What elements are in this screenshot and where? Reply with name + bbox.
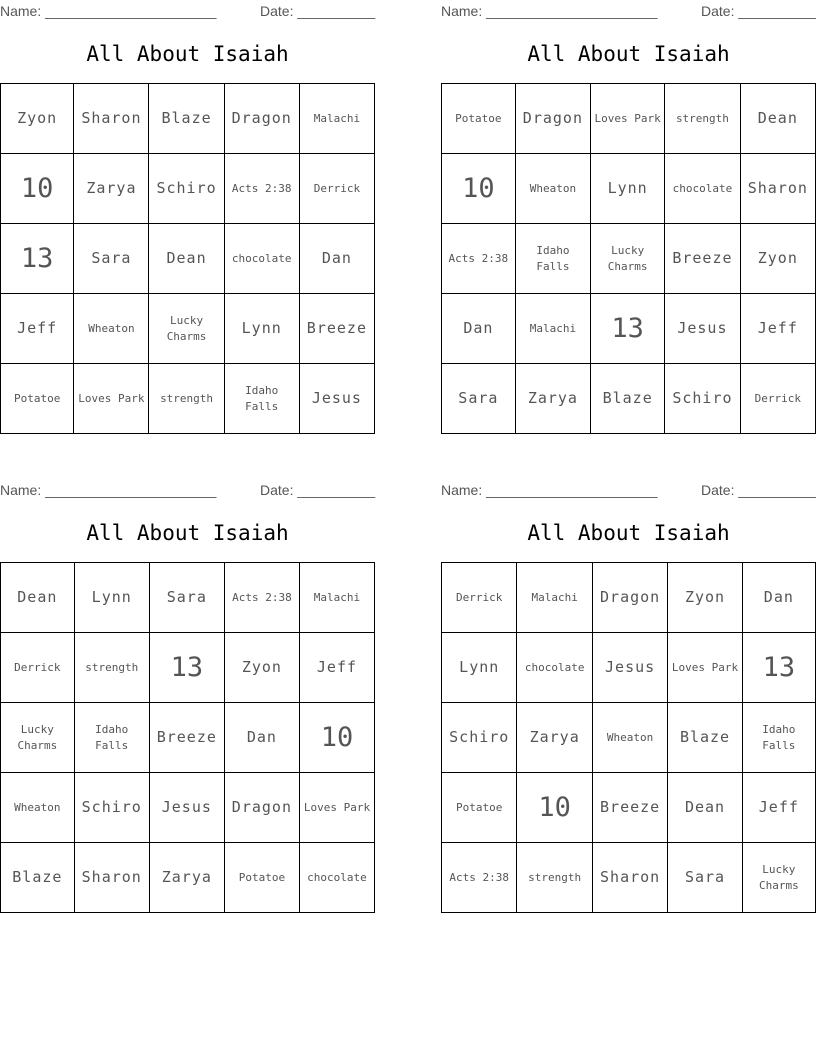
bingo-cell: Sharon (74, 84, 149, 154)
bingo-cell: chocolate (224, 224, 299, 294)
bingo-cell: Dan (442, 294, 516, 364)
card-title: All About Isaiah (527, 521, 730, 545)
bingo-cell: Loves Park (74, 364, 149, 434)
bingo-cell: Zarya (515, 364, 590, 434)
date-field-label: Date: __________ (701, 3, 816, 19)
bingo-grid (0, 562, 375, 913)
bingo-cell: Loves Park (299, 773, 374, 843)
bingo-card (0, 479, 376, 886)
bingo-cell: Zyon (1, 84, 74, 154)
bingo-cell: Jeff (740, 294, 815, 364)
bingo-cell: Sara (442, 364, 516, 434)
bingo-cell: Breeze (592, 773, 667, 843)
grid-row (1, 224, 375, 294)
bingo-cell: Wheaton (74, 294, 149, 364)
grid-row (442, 154, 816, 224)
bingo-cell: Idaho Falls (74, 703, 149, 773)
bingo-cell: Blaze (1, 843, 75, 913)
bingo-cell: Dan (224, 703, 299, 773)
grid-row (442, 84, 816, 154)
bingo-cell: Acts 2:38 (224, 563, 299, 633)
grid-row (1, 843, 375, 913)
bingo-cell: Dragon (515, 84, 590, 154)
bingo-cell: Zyon (740, 224, 815, 294)
name-field-label: Name: ______________________ (441, 482, 658, 498)
grid-row (442, 843, 816, 913)
bingo-cell: Potatoe (442, 773, 517, 843)
bingo-card (0, 0, 376, 413)
card-title: All About Isaiah (86, 42, 289, 66)
card-title: All About Isaiah (86, 521, 289, 545)
bingo-cell: Lucky Charms (1, 703, 75, 773)
bingo-cell: Jesus (592, 633, 667, 703)
bingo-grid (0, 83, 375, 434)
grid-row (1, 563, 375, 633)
grid-row (442, 364, 816, 434)
bingo-cell: Potatoe (442, 84, 516, 154)
bingo-cell: Malachi (515, 294, 590, 364)
grid-row (442, 563, 816, 633)
bingo-cell: Loves Park (591, 84, 665, 154)
bingo-card (441, 0, 816, 407)
bingo-cell: Dragon (592, 563, 667, 633)
bingo-cell: Schiro (149, 154, 224, 224)
card-header (441, 0, 816, 20)
bingo-cell: Blaze (149, 84, 224, 154)
grid-row (1, 773, 375, 843)
bingo-cell: Wheaton (1, 773, 75, 843)
bingo-cell: Lynn (224, 294, 299, 364)
bingo-cell: Dan (299, 224, 374, 294)
bingo-cell: strength (74, 633, 149, 703)
grid-row (1, 703, 375, 773)
bingo-cell: Jesus (299, 364, 374, 434)
grid-row (1, 154, 375, 224)
bingo-cell: Jesus (149, 773, 224, 843)
bingo-cell: Dean (668, 773, 742, 843)
bingo-cell: Dean (149, 224, 224, 294)
bingo-cell: 10 (517, 773, 592, 843)
bingo-cell: chocolate (299, 843, 374, 913)
bingo-cell: Lynn (591, 154, 665, 224)
bingo-cell: Breeze (149, 703, 224, 773)
bingo-cell: Wheaton (592, 703, 667, 773)
date-field-label: Date: __________ (701, 482, 816, 498)
bingo-cell: Zarya (517, 703, 592, 773)
bingo-cell: Sara (74, 224, 149, 294)
bingo-cell: Idaho Falls (515, 224, 590, 294)
bingo-cell: Jeff (299, 633, 374, 703)
bingo-cell: Jeff (1, 294, 74, 364)
bingo-cell: Blaze (591, 364, 665, 434)
grid-row (442, 773, 816, 843)
bingo-cell: 10 (442, 154, 516, 224)
name-field-label: Name: ______________________ (0, 482, 217, 498)
bingo-cell: Sara (668, 843, 742, 913)
bingo-cell: Malachi (299, 84, 374, 154)
grid-row (1, 364, 375, 434)
bingo-cell: chocolate (517, 633, 592, 703)
bingo-cell: Malachi (299, 563, 374, 633)
bingo-cell: Idaho Falls (224, 364, 299, 434)
bingo-cell: Zarya (74, 154, 149, 224)
grid-row (1, 294, 375, 364)
bingo-cell: Zyon (224, 633, 299, 703)
bingo-cell: Malachi (517, 563, 592, 633)
date-field-label: Date: __________ (260, 482, 376, 498)
bingo-cell: Dragon (224, 84, 299, 154)
bingo-cell: Sara (149, 563, 224, 633)
bingo-cell: Potatoe (224, 843, 299, 913)
bingo-cell: Breeze (299, 294, 374, 364)
bingo-cell: 10 (1, 154, 74, 224)
bingo-cell: Schiro (665, 364, 740, 434)
bingo-cell: Wheaton (515, 154, 590, 224)
grid-row (442, 224, 816, 294)
bingo-cell: Lynn (74, 563, 149, 633)
bingo-cell: Acts 2:38 (224, 154, 299, 224)
bingo-cell: Jesus (665, 294, 740, 364)
bingo-grid (441, 562, 816, 913)
bingo-cell: Sharon (74, 843, 149, 913)
bingo-cell: Zarya (149, 843, 224, 913)
card-header (441, 479, 816, 499)
bingo-cell: Dan (742, 563, 815, 633)
bingo-cell: Lucky Charms (149, 294, 224, 364)
bingo-cell: Loves Park (668, 633, 742, 703)
bingo-cell: Zyon (668, 563, 742, 633)
grid-row (1, 84, 375, 154)
bingo-cell: Acts 2:38 (442, 224, 516, 294)
bingo-cell: strength (665, 84, 740, 154)
grid-row (1, 633, 375, 703)
name-field-label: Name: ______________________ (0, 3, 217, 19)
bingo-cell: Lucky Charms (591, 224, 665, 294)
bingo-cell: Dean (1, 563, 75, 633)
card-title: All About Isaiah (527, 42, 730, 66)
bingo-cell: strength (517, 843, 592, 913)
bingo-cell: 13 (149, 633, 224, 703)
bingo-cell: Sharon (740, 154, 815, 224)
grid-row (442, 703, 816, 773)
bingo-cell: Derrick (299, 154, 374, 224)
card-header (0, 0, 375, 20)
bingo-cell: Breeze (665, 224, 740, 294)
bingo-cell: Derrick (740, 364, 815, 434)
grid-row (442, 294, 816, 364)
bingo-cell: Schiro (74, 773, 149, 843)
bingo-cell: Jeff (742, 773, 815, 843)
date-field-label: Date: __________ (260, 3, 376, 19)
grid-row (442, 633, 816, 703)
bingo-cell: Lucky Charms (742, 843, 815, 913)
bingo-cell: Blaze (668, 703, 742, 773)
bingo-cell: Acts 2:38 (442, 843, 517, 913)
bingo-cell: 13 (591, 294, 665, 364)
bingo-cell: strength (149, 364, 224, 434)
name-field-label: Name: ______________________ (441, 3, 658, 19)
bingo-cell: 13 (1, 224, 74, 294)
bingo-cell: 10 (299, 703, 374, 773)
bingo-card (441, 479, 816, 892)
card-header (0, 479, 375, 499)
bingo-cell: chocolate (665, 154, 740, 224)
bingo-cell: Derrick (1, 633, 75, 703)
bingo-cell: Potatoe (1, 364, 74, 434)
bingo-cell: Derrick (442, 563, 517, 633)
bingo-cell: Idaho Falls (742, 703, 815, 773)
bingo-grid (441, 83, 816, 434)
bingo-cell: Sharon (592, 843, 667, 913)
bingo-cell: Lynn (442, 633, 517, 703)
bingo-cell: Dean (740, 84, 815, 154)
bingo-cell: Dragon (224, 773, 299, 843)
bingo-cell: 13 (742, 633, 815, 703)
bingo-cell: Schiro (442, 703, 517, 773)
